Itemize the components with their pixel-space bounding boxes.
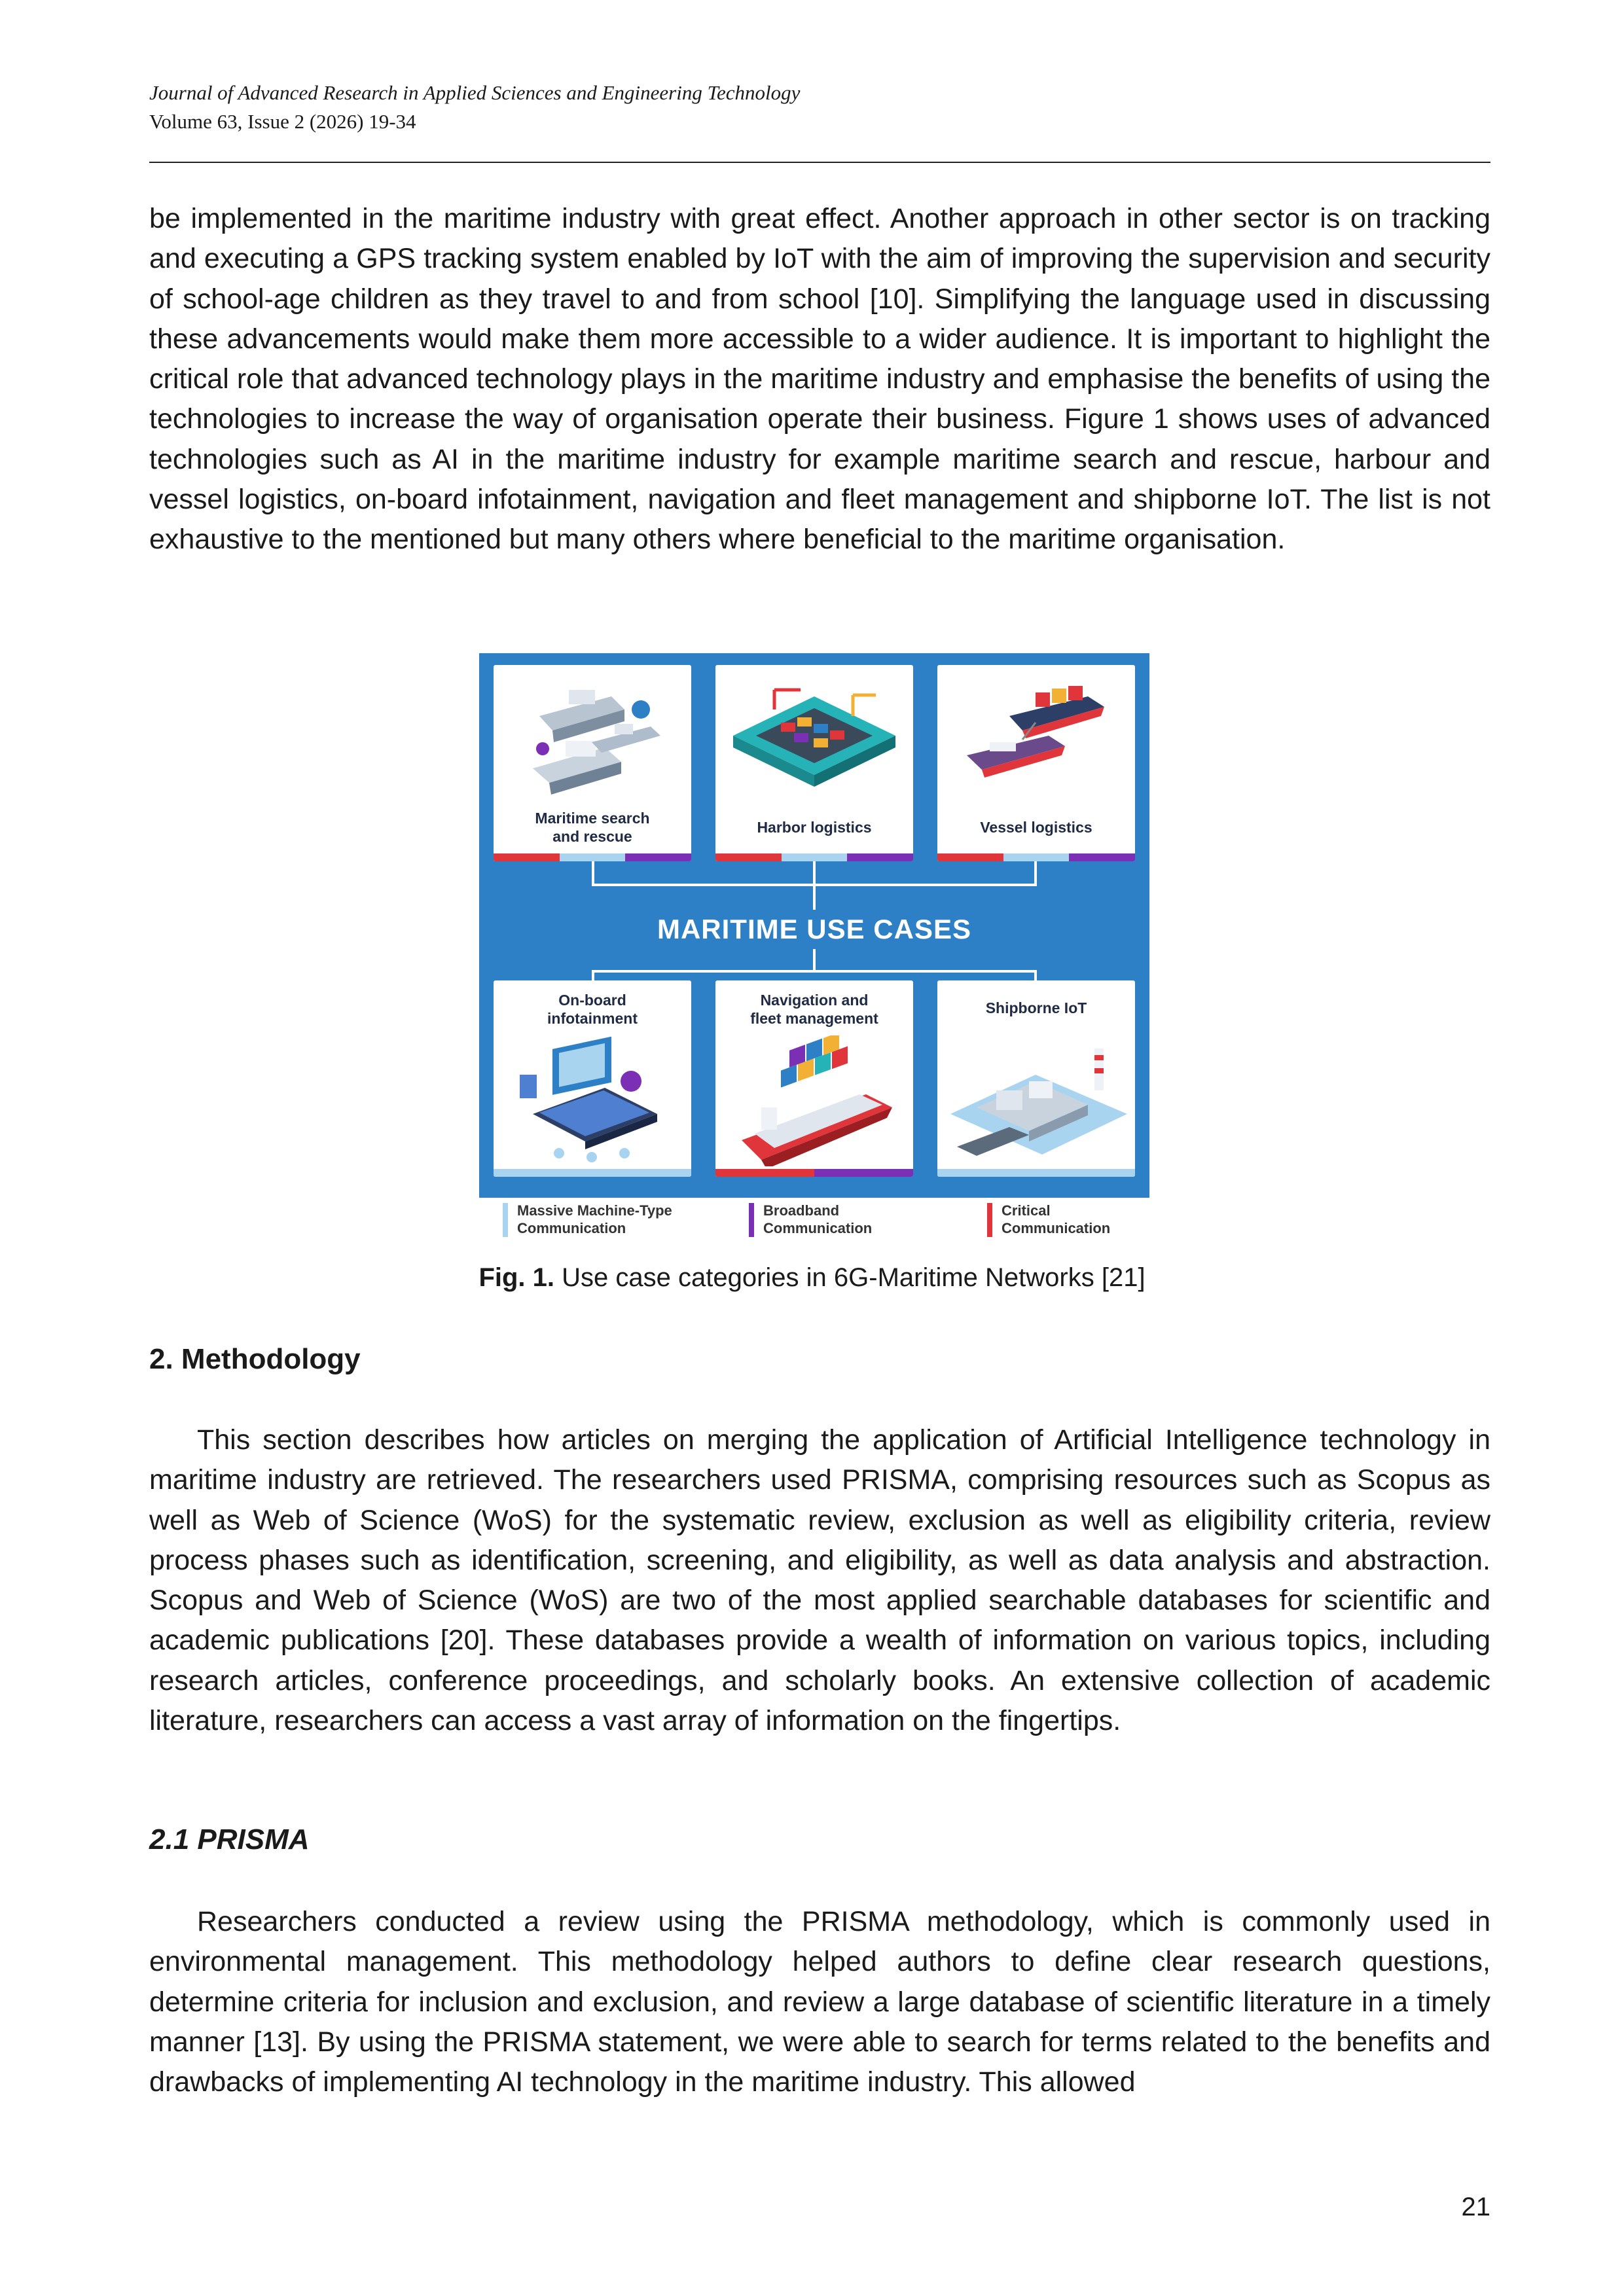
infotainment-tablet-icon [494,1035,691,1166]
card-comm-bars [494,853,691,861]
card-label-vessel: Vessel logistics [980,819,1092,836]
card-label-navigation: Navigation and fleet management [750,992,878,1027]
figure-caption [0,1263,1624,1293]
running-header [149,79,1490,136]
paragraph-intro: be implemented in the maritime industry with great effect. Another approach in other sector is on tracking and executing a GPS tracking system enabled by IoT with the aim of improving the supervision and security of school-age children as they travel to and from school [10]. Simplifying the language used in discussing these advancements would make them more accessible to a wider audience. It is important to highlight the critical role that advanced technology plays in the maritime industry and emphasise the benefits of using the technologies to increase the way of organisation operate their business. Figure 1 shows uses of advanced technologies such as AI in the maritime industry for example maritime search and rescue, harbour and vessel logistics, on-board infotainment, navigation and fleet management and shipborne IoT. The list is not exhaustive to the mentioned but many others where beneficial to the maritime organisation. [149,203,1490,556]
page-number: 21 [1461,2193,1490,2221]
journal-title: Journal of Advanced Research in Applied Sciences and Engineering Technology [149,81,801,104]
cargo-vessels-icon [937,670,1135,808]
card-comm-bars [937,1169,1135,1177]
header-rule [149,162,1490,163]
figure-title: MARITIME USE CASES [657,914,972,944]
figure-maritime-use-cases: Maritime search and rescue Harbor logistics Vessel logistics MARITIME USE CASES On-board infotainment Navigation and fleet management Shipborne IoT Massive Machine-Type Communication Broadband Communication Critical Communication [479,653,1149,1240]
journal-volume: Volume 63, Issue 2 (2026) 19-34 [149,110,416,133]
container-ship-icon [715,1035,913,1166]
card-label-infotainment: On-board infotainment [547,992,638,1027]
shipborne-iot-dock-icon [937,1035,1135,1166]
card-comm-bars [937,853,1135,861]
section-heading-methodology: 2. Methodology [149,1343,361,1375]
card-vessel-logistics [937,665,1135,861]
figure-panel [479,653,1149,1198]
card-label-shipborne: Shipborne IoT [985,999,1087,1016]
card-shipborne-iot [937,980,1135,1177]
legend-swatch [749,1203,754,1237]
card-comm-bars [494,1169,691,1177]
card-comm-bars [715,1169,913,1177]
card-onboard-infotainment [494,980,691,1177]
legend-swatch [987,1203,992,1237]
caption-label: Fig. 1. [478,1263,555,1292]
card-navigation-fleet [715,980,913,1177]
card-harbor-logistics [715,665,913,861]
card-comm-bars [715,853,913,861]
card-maritime-search-rescue [494,665,691,861]
card-label-maritime-search: Maritime search and rescue [535,810,650,845]
paragraph-methodology: This section describes how articles on merging the application of Artificial Intelligence technology in maritime industry are retrieved. The researchers used PRISMA, comprising resources such as Scopus as well as Web of Science (WoS) for the systematic review, exclusion as well as eligibility criteria, review process phases such as identification, screening, and eligibility, as well as data analysis and abstraction. Scopus and Web of Science (WoS) are two of the most applied searchable databases for scientific and academic publications [20]. These databases provide a wealth of information on various topics, including research articles, conference proceedings, and scholarly books. An extensive collection of academic literature, researchers can access a vast array of information on the fingertips. [149,1424,1490,1737]
legend-swatch [503,1203,508,1237]
caption-text: Use case categories in 6G-Maritime Networks [21] [554,1263,1146,1292]
subsection-heading-prisma: 2.1 PRISMA [149,1823,310,1856]
paragraph-prisma: Researchers conducted a review using the PRISMA methodology, which is commonly used in environmental management. This methodology helped authors to define clear research questions, determine criteria for inclusion and exclusion, and review a large database of scientific literature in a timely manner [13]. By using the PRISMA statement, we were able to search for terms related to the benefits and drawbacks of implementing AI technology in the maritime industry. This allowed [149,1906,1490,2098]
card-label-harbor: Harbor logistics [757,819,872,836]
search-rescue-ships-icon [494,670,691,808]
harbor-port-icon [715,670,913,808]
